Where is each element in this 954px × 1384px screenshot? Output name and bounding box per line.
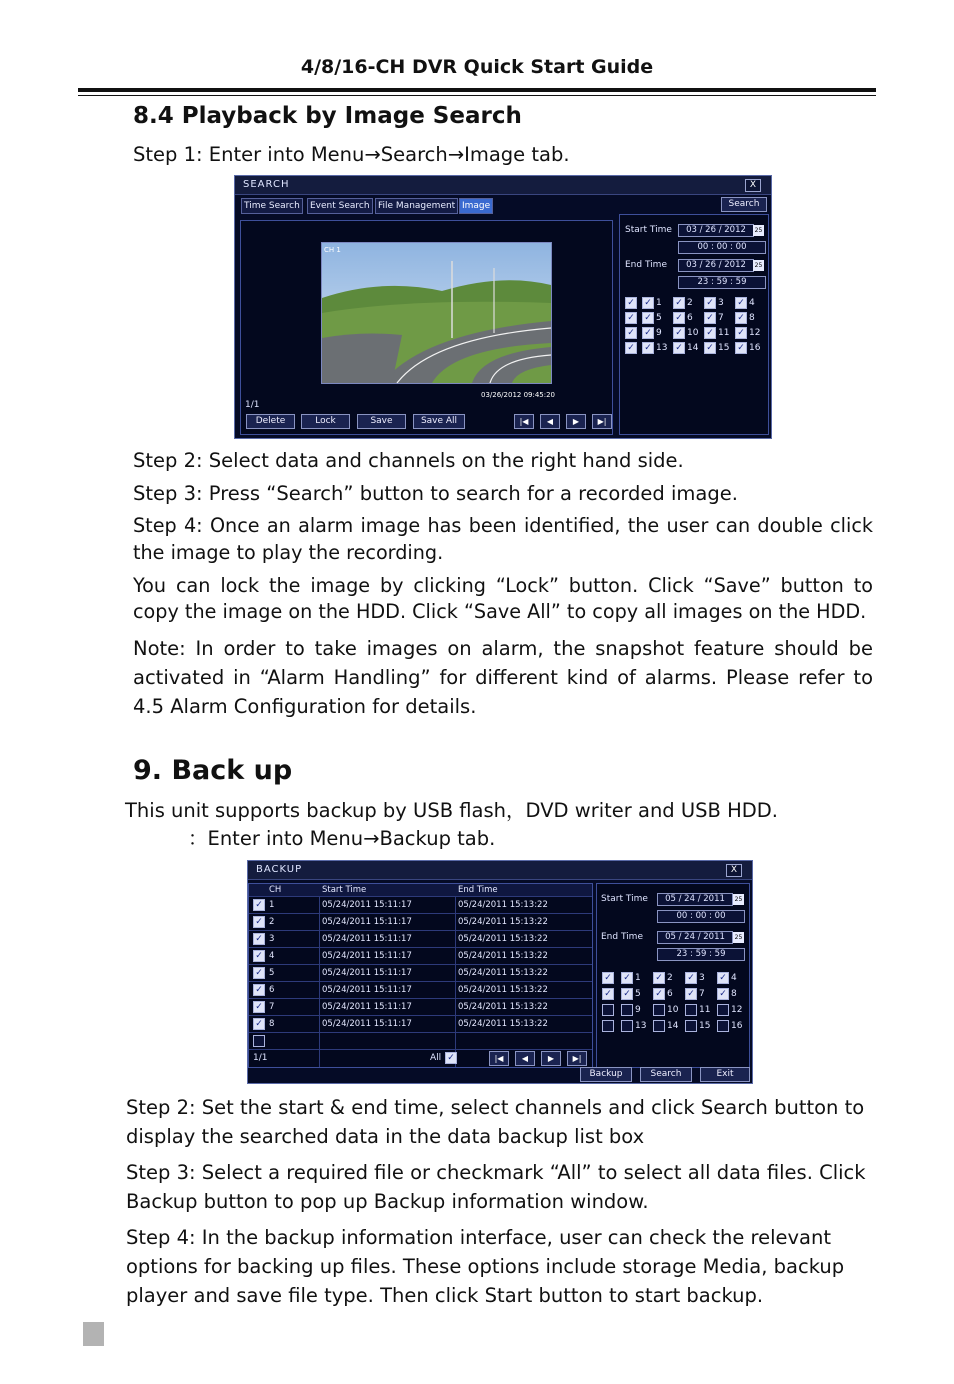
row-select-all-checkbox[interactable]: ✓ <box>625 297 637 309</box>
channel-checkbox[interactable]: ✓ <box>717 972 729 984</box>
backup-window <box>247 860 753 1084</box>
last-page-icon[interactable]: ▶| <box>567 1051 587 1066</box>
channel-number: 7 <box>718 313 724 323</box>
start-time-field[interactable]: 00 : 00 : 00 <box>657 910 745 923</box>
channel-number: 5 <box>635 989 641 999</box>
channel-checkbox[interactable]: ✓ <box>653 972 665 984</box>
first-page-icon[interactable]: |◀ <box>514 414 534 429</box>
table-row[interactable] <box>249 913 592 931</box>
row-select-all-checkbox[interactable]: ✓ <box>602 988 614 1000</box>
image-results-panel <box>240 220 613 435</box>
page-footer-marker <box>83 1322 104 1346</box>
all-checkbox[interactable]: ✓ <box>445 1052 457 1064</box>
section-9-intro: This unit supports backup by USB flash，DVD writer and USB HDD. <box>125 799 778 822</box>
channel-number: 12 <box>749 328 761 338</box>
backup-filter-panel <box>596 883 750 1068</box>
channel-checkbox[interactable]: ✓ <box>673 342 685 354</box>
channel-number: 9 <box>635 1005 641 1015</box>
cell-start: 05/24/2011 15:11:17 <box>322 968 412 978</box>
step1-text: Step 1: Enter into Menu <box>133 143 365 166</box>
search-window <box>234 175 772 439</box>
section-8-4-step3: Step 3: Press “Search” button to search for a recorded image. <box>133 482 738 505</box>
search-filter-panel <box>619 214 769 435</box>
channel-number: 3 <box>699 973 705 983</box>
end-time-field[interactable]: 23 : 59 : 59 <box>657 948 745 961</box>
search-window-titlebar <box>235 176 771 195</box>
channel-checkbox[interactable]: ✓ <box>704 342 716 354</box>
channel-checkbox[interactable] <box>685 1004 697 1016</box>
channel-checkbox[interactable]: ✓ <box>642 342 654 354</box>
channel-checkbox[interactable]: ✓ <box>673 312 685 324</box>
end-time-label: End Time <box>601 932 643 942</box>
cell-end: 05/24/2011 15:13:22 <box>458 917 548 927</box>
prev-page-icon[interactable]: ◀ <box>540 414 560 429</box>
row-checkbox[interactable]: ✓ <box>253 933 265 945</box>
channel-number: 14 <box>687 343 699 353</box>
row-select-all-checkbox[interactable]: ✓ <box>625 327 637 339</box>
cell-end: 05/24/2011 15:13:22 <box>458 1002 548 1012</box>
channel-number: 8 <box>749 313 755 323</box>
save-all-button[interactable]: Save All <box>413 414 465 429</box>
table-row[interactable] <box>249 896 592 914</box>
row-select-all-checkbox[interactable]: ✓ <box>625 342 637 354</box>
backup-window-title: BACKUP <box>256 864 303 875</box>
backup-button[interactable]: Backup <box>580 1067 632 1082</box>
cell-ch: 7 <box>269 1002 275 1012</box>
cell-ch: 3 <box>269 934 275 944</box>
calendar-icon[interactable]: 25 <box>734 896 743 903</box>
row-select-all-checkbox[interactable] <box>602 1004 614 1016</box>
cell-ch: 1 <box>269 900 275 910</box>
channel-number: 13 <box>635 1021 647 1031</box>
table-row[interactable] <box>249 981 592 999</box>
start-time-label: Start Time <box>625 225 672 235</box>
step1-text-image: Image tab. <box>464 143 570 166</box>
next-page-icon[interactable]: ▶ <box>541 1051 561 1066</box>
table-row[interactable] <box>249 964 592 982</box>
cell-end: 05/24/2011 15:13:22 <box>458 934 548 944</box>
row-select-all-checkbox[interactable] <box>602 1020 614 1032</box>
section-9-step2: Step 2: Set the start & end time, select channels and click Search button to display the searched data in the data backup list box <box>126 1096 865 1148</box>
channel-checkbox[interactable] <box>717 1020 729 1032</box>
channel-checkbox[interactable]: ✓ <box>735 342 747 354</box>
row-checkbox[interactable] <box>253 1035 265 1047</box>
cell-start: 05/24/2011 15:11:17 <box>322 951 412 961</box>
channel-checkbox[interactable] <box>685 1020 697 1032</box>
cell-end: 05/24/2011 15:13:22 <box>458 985 548 995</box>
channel-number: 4 <box>731 973 737 983</box>
section-8-4-heading: 8.4 Playback by Image Search <box>133 103 522 129</box>
table-row-empty <box>249 1032 592 1050</box>
channel-number: 16 <box>749 343 761 353</box>
all-label: All <box>430 1053 442 1063</box>
channel-checkbox[interactable]: ✓ <box>621 988 633 1000</box>
channel-checkbox[interactable]: ✓ <box>704 312 716 324</box>
document-header-title: 4/8/16-CH DVR Quick Start Guide <box>300 56 654 78</box>
end-date-field[interactable]: 03 / 26 / 2012 <box>678 259 754 272</box>
tab-event-search[interactable]: Event Search <box>307 198 373 214</box>
channel-number: 7 <box>699 989 705 999</box>
channel-checkbox[interactable]: ✓ <box>673 297 685 309</box>
channel-checkbox[interactable]: ✓ <box>735 327 747 339</box>
cell-start: 05/24/2011 15:11:17 <box>322 1019 412 1029</box>
cell-end: 05/24/2011 15:13:22 <box>458 968 548 978</box>
table-row[interactable] <box>249 930 592 948</box>
end-time-label: End Time <box>625 260 667 270</box>
channel-checkbox[interactable] <box>653 1020 665 1032</box>
channel-number: 13 <box>656 343 668 353</box>
cell-start: 05/24/2011 15:11:17 <box>322 900 412 910</box>
channel-number: 1 <box>635 973 641 983</box>
channel-number: 8 <box>731 989 737 999</box>
lock-button[interactable]: Lock <box>301 414 350 429</box>
cell-start: 05/24/2011 15:11:17 <box>322 1002 412 1012</box>
cell-start: 05/24/2011 15:11:17 <box>322 985 412 995</box>
step1-text-backup: Backup tab. <box>379 827 496 850</box>
channel-checkbox[interactable] <box>653 1004 665 1016</box>
calendar-icon[interactable]: 25 <box>754 227 763 234</box>
arrow-icon: → <box>363 827 380 850</box>
end-time-field[interactable]: 23 : 59 : 59 <box>678 276 766 289</box>
channel-checkbox[interactable]: ✓ <box>704 327 716 339</box>
row-checkbox[interactable]: ✓ <box>253 967 265 979</box>
channel-number: 2 <box>667 973 673 983</box>
section-9-heading: 9. Back up <box>133 755 293 786</box>
tab-file-management[interactable]: File Management <box>375 198 458 214</box>
column-header-ch: CH <box>269 885 282 895</box>
channel-number: 12 <box>731 1005 743 1015</box>
cell-start: 05/24/2011 15:11:17 <box>322 917 412 927</box>
backup-file-list <box>248 883 593 1068</box>
section-8-4-step2: Step 2: Select data and channels on the right hand side. <box>133 449 684 472</box>
section-9-step1 <box>188 824 495 853</box>
arrow-icon: → <box>364 143 381 166</box>
channel-checkbox[interactable]: ✓ <box>704 297 716 309</box>
start-time-label: Start Time <box>601 894 648 904</box>
channel-checkbox[interactable]: ✓ <box>735 297 747 309</box>
table-row[interactable] <box>249 998 592 1016</box>
page-indicator: 1/1 <box>245 400 260 410</box>
row-select-all-checkbox[interactable]: ✓ <box>602 972 614 984</box>
channel-checkbox[interactable]: ✓ <box>642 297 654 309</box>
cell-ch: 5 <box>269 968 275 978</box>
cell-end: 05/24/2011 15:13:22 <box>458 900 548 910</box>
channel-number: 1 <box>656 298 662 308</box>
channel-number: 11 <box>718 328 730 338</box>
table-row[interactable] <box>249 947 592 965</box>
last-page-icon[interactable]: ▶| <box>592 414 612 429</box>
section-8-4-step1 <box>133 140 570 169</box>
cell-ch: 8 <box>269 1019 275 1029</box>
section-8-4-step4: Step 4: Once an alarm image has been identified, the user can double click the image to play the recording. <box>133 514 873 564</box>
start-time-field[interactable]: 00 : 00 : 00 <box>678 241 766 254</box>
row-checkbox[interactable]: ✓ <box>253 916 265 928</box>
step1-text-search: Search <box>380 143 448 166</box>
section-8-4-note: Note: In order to take images on alarm, the snapshot feature should be activated in “Alarm Handling” for different kind of alarms. Please refer to 4.5 Alarm Configuration for details. <box>133 637 873 718</box>
cell-ch: 2 <box>269 917 275 927</box>
channel-number: 3 <box>718 298 724 308</box>
thumbnail-channel-label: CH 1 <box>324 246 341 254</box>
close-icon[interactable]: X <box>745 179 761 192</box>
channel-number: 11 <box>699 1005 711 1015</box>
channel-checkbox[interactable]: ✓ <box>685 972 697 984</box>
channel-checkbox[interactable]: ✓ <box>621 972 633 984</box>
row-checkbox[interactable]: ✓ <box>253 984 265 996</box>
snapshot-thumbnail[interactable] <box>321 242 552 384</box>
next-page-icon[interactable]: ▶ <box>566 414 586 429</box>
row-select-all-checkbox[interactable]: ✓ <box>625 312 637 324</box>
tab-time-search[interactable]: Time Search <box>241 198 303 214</box>
highway-snapshot-image <box>322 243 551 383</box>
start-date-field[interactable]: 05 / 24 / 2011 <box>657 893 733 906</box>
channel-checkbox[interactable]: ✓ <box>642 327 654 339</box>
channel-number: 6 <box>667 989 673 999</box>
cell-start: 05/24/2011 15:11:17 <box>322 934 412 944</box>
channel-number: 10 <box>687 328 699 338</box>
channel-number: 4 <box>749 298 755 308</box>
prev-page-icon[interactable]: ◀ <box>515 1051 535 1066</box>
column-header-start-time: Start Time <box>322 885 367 895</box>
end-date-field[interactable]: 05 / 24 / 2011 <box>657 931 733 944</box>
start-date-field[interactable]: 03 / 26 / 2012 <box>678 224 754 237</box>
search-button[interactable]: Search <box>640 1067 692 1082</box>
channel-checkbox[interactable]: ✓ <box>735 312 747 324</box>
thumbnail-timestamp: 03/26/2012 09:45:20 <box>481 391 556 399</box>
row-checkbox[interactable]: ✓ <box>253 899 265 911</box>
calendar-icon[interactable]: 25 <box>734 934 743 941</box>
channel-number: 10 <box>667 1005 679 1015</box>
row-checkbox[interactable]: ✓ <box>253 950 265 962</box>
step1-text: ：Enter into Menu <box>188 827 364 850</box>
channel-checkbox[interactable]: ✓ <box>685 988 697 1000</box>
save-button[interactable]: Save <box>357 414 406 429</box>
first-page-icon[interactable]: |◀ <box>489 1051 509 1066</box>
channel-checkbox[interactable]: ✓ <box>673 327 685 339</box>
tab-image[interactable]: Image <box>459 198 493 214</box>
close-icon[interactable]: X <box>726 864 742 877</box>
header-rule-thick <box>78 88 876 92</box>
channel-checkbox[interactable] <box>621 1004 633 1016</box>
channel-number: 2 <box>687 298 693 308</box>
channel-checkbox[interactable] <box>717 1004 729 1016</box>
channel-checkbox[interactable]: ✓ <box>717 988 729 1000</box>
page-indicator: 1/1 <box>253 1053 268 1063</box>
channel-number: 5 <box>656 313 662 323</box>
calendar-icon[interactable]: 25 <box>754 262 763 269</box>
section-9-step4: Step 4: In the backup information interface, user can check the relevant options for backing up files. These options include storage Media, backup player and save file type. Then click Start button to start backup. <box>126 1226 845 1307</box>
backup-window-titlebar <box>248 861 752 880</box>
cell-end: 05/24/2011 15:13:22 <box>458 1019 548 1029</box>
cell-ch: 4 <box>269 951 275 961</box>
channel-number: 14 <box>667 1021 679 1031</box>
search-button[interactable]: Search <box>721 197 767 212</box>
channel-number: 16 <box>731 1021 743 1031</box>
channel-checkbox[interactable]: ✓ <box>653 988 665 1000</box>
header-rule-thin <box>78 95 876 96</box>
arrow-icon: → <box>447 143 465 166</box>
table-row[interactable] <box>249 1015 592 1033</box>
row-checkbox[interactable]: ✓ <box>253 1018 265 1030</box>
channel-number: 9 <box>656 328 662 338</box>
delete-button[interactable]: Delete <box>246 414 295 429</box>
cell-ch: 6 <box>269 985 275 995</box>
channel-number: 15 <box>699 1021 711 1031</box>
row-checkbox[interactable]: ✓ <box>253 1001 265 1013</box>
search-window-title: SEARCH <box>243 179 290 190</box>
section-8-4-lock-paragraph: You can lock the image by clicking “Lock” button. Click “Save” button to copy the image on the HDD. Click “Save All” to copy all images on the HDD. <box>133 574 873 623</box>
column-header-end-time: End Time <box>458 885 498 895</box>
exit-button[interactable]: Exit <box>700 1067 750 1082</box>
cell-end: 05/24/2011 15:13:22 <box>458 951 548 961</box>
channel-number: 15 <box>718 343 730 353</box>
section-9-step3: Step 3: Select a required file or checkmark “All” to select all data files. Click Backup button to pop up Backup information window. <box>126 1161 866 1213</box>
channel-number: 6 <box>687 313 693 323</box>
channel-checkbox[interactable] <box>621 1020 633 1032</box>
channel-checkbox[interactable]: ✓ <box>642 312 654 324</box>
